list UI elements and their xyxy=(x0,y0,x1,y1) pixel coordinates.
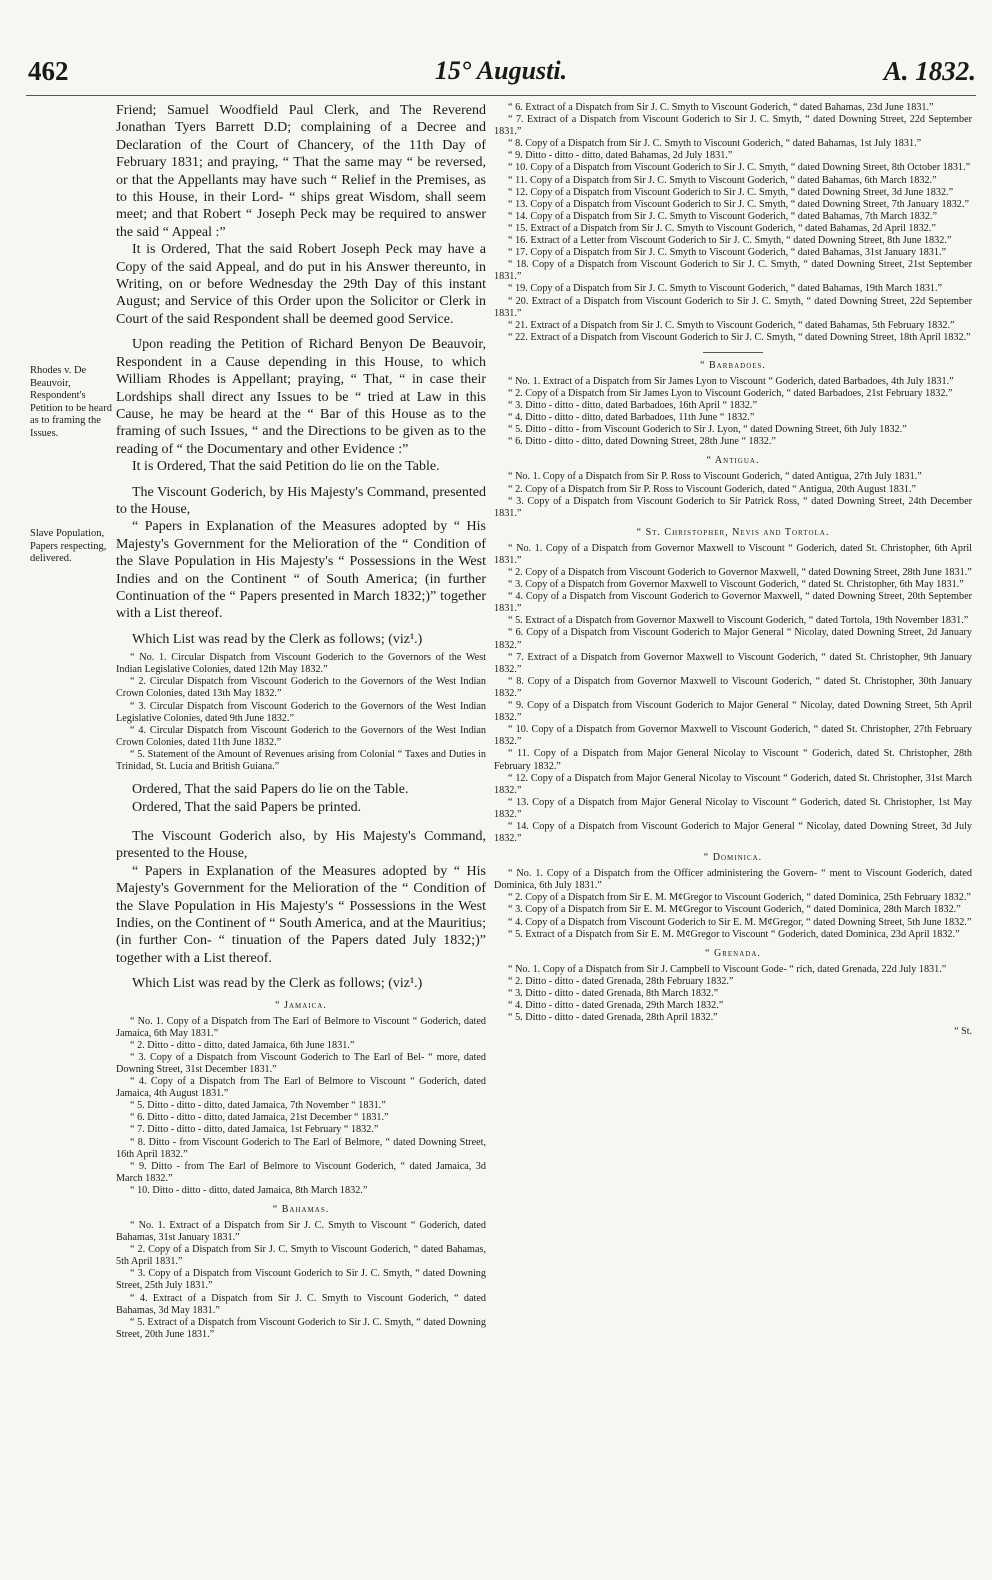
list-item: “ 3. Copy of a Dispatch from Viscount Goderich to The Earl of Bel- “ more, dated Downing Street, 31st December 1831.” xyxy=(116,1051,486,1075)
list-item: “ 9. Ditto - from The Earl of Belmore to Viscount Goderich, “ dated Jamaica, 3d March 1832.” xyxy=(116,1160,486,1184)
left-column xyxy=(116,102,486,1562)
list-item: “ No. 1. Copy of a Dispatch from Sir J. Campbell to Viscount Gode- “ rich, dated Grenada, 22d July 1831.” xyxy=(508,963,947,975)
list-item: “ 15. Extract of a Dispatch from Sir J. C. Smyth to Viscount Goderich, “ dated Bahamas, 2d April 1832.” xyxy=(508,222,936,234)
list-item: “ No. 1. Extract of a Dispatch from Sir J. C. Smyth to Viscount “ Goderich, dated Bahamas, 31st January 1831.” xyxy=(116,1220,486,1244)
list-item: “ 21. Extract of a Dispatch from Sir J. C. Smyth to Viscount Goderich, “ dated Bahamas, 5th February 1832.” xyxy=(508,319,955,331)
list-item: “ 10. Copy of a Dispatch from Viscount Goderich to Sir J. C. Smyth, “ dated Downing Street, 8th October 1831.” xyxy=(508,162,971,174)
list-item: “ 3. Copy of a Dispatch from Viscount Goderich to Sir Patrick Ross, “ dated Downing Street, 24th December 1831.” xyxy=(494,495,972,519)
section-heading: “ Dominica. xyxy=(703,852,763,864)
list-item: “ 3. Circular Dispatch from Viscount Goderich to the Governors of the West Indian Legislative Colonies, dated 9th June 1832.” xyxy=(116,700,486,724)
list-item: “ 4. Extract of a Dispatch from Sir J. C. Smyth to Viscount Goderich, “ dated Bahamas, 3d May 1831.” xyxy=(116,1292,486,1316)
paragraph: It is Ordered, That the said Petition do lie on the Table. xyxy=(132,459,440,475)
section-heading: “ Grenada. xyxy=(705,947,761,959)
list-item: “ 5. Extract of a Dispatch from Sir E. M. M¢Gregor to Viscount “ Goderich, dated Dominica, 23d April 1832.” xyxy=(508,928,960,940)
list-item: “ 17. Copy of a Dispatch from Sir J. C. Smyth to Viscount Goderich, “ dated Bahamas, 31st January 1831.” xyxy=(508,247,947,259)
list-item: “ 4. Copy of a Dispatch from Viscount Goderich to Governor Maxwell, “ dated Downing Street, 20th September 1831.” xyxy=(494,591,972,615)
list-item: “ 3. Copy of a Dispatch from Sir E. M. M¢Gregor to Viscount Goderich, “ dated Dominica, 28th March 1832.” xyxy=(508,904,961,916)
list-item: “ 4. Copy of a Dispatch from Viscount Goderich to Sir E. M. M¢Gregor, “ dated Downing Street, 5th June 1832.” xyxy=(508,916,972,928)
list-item: “ 12. Copy of a Dispatch from Viscount Goderich to Sir J. C. Smyth, “ dated Downing Street, 3d June 1832.” xyxy=(508,186,954,198)
list-item: “ 5. Ditto - ditto - dated Grenada, 28th April 1832.” xyxy=(508,1012,718,1024)
list-item: “ 10. Copy of a Dispatch from Governor Maxwell to Viscount Goderich, “ dated St. Christopher, 27th February 1832.” xyxy=(494,724,972,748)
list-item: “ 5. Extract of a Dispatch from Governor Maxwell to Viscount Goderich, “ dated Tortola, 19th November 1831.” xyxy=(508,615,969,627)
section-heading: “ Barbadoes. xyxy=(700,359,766,371)
paragraph: Ordered, That the said Papers be printed. xyxy=(132,799,362,815)
paragraph: Ordered, That the said Papers do lie on the Table. xyxy=(132,782,409,798)
paragraph: Which List was read by the Clerk as follows; (viz¹.) xyxy=(132,631,423,647)
list-item: “ No. 1. Copy of a Dispatch from the Officer administering the Govern- “ ment to Viscount Goderich, dated Dominica, 6th July 1831.” xyxy=(494,868,972,892)
section-heading: “ Antigua. xyxy=(706,455,760,467)
list-item: “ 11. Copy of a Dispatch from Sir J. C. Smyth to Viscount Goderich, “ dated Bahamas, 6th March 1832.” xyxy=(508,174,937,186)
list-item: “ 2. Copy of a Dispatch from Sir J. C. Smyth to Viscount Goderich, “ dated Bahamas, 5th April 1831.” xyxy=(116,1244,486,1268)
list-item: “ 3. Copy of a Dispatch from Governor Maxwell to Viscount Goderich, “ dated St. Christopher, 6th May 1831.” xyxy=(508,579,964,591)
list-item: “ 16. Extract of a Letter from Viscount Goderich to Sir J. C. Smyth, “ dated Downing Street, 8th June 1832.” xyxy=(508,235,952,247)
section-heading: “ Jamaica. xyxy=(275,999,327,1011)
list-item: “ 9. Copy of a Dispatch from Viscount Goderich to Major General “ Nicolay, dated Downing Street, 5th April 1832.” xyxy=(494,700,972,724)
list-item: “ 11. Copy of a Dispatch from Major General Nicolay to Viscount “ Goderich, dated St. Christopher, 28th February 1832.” xyxy=(494,748,972,772)
list-item: “ 14. Copy of a Dispatch from Sir J. C. Smyth to Viscount Goderich, “ dated Bahamas, 7th March 1832.” xyxy=(508,210,937,222)
running-header xyxy=(26,56,976,96)
list-item: “ 22. Extract of a Dispatch from Viscount Goderich to Sir J. C. Smyth, “ dated Downing Street, 18th April 1832.” xyxy=(508,331,971,343)
list-item: “ 6. Copy of a Dispatch from Viscount Goderich to Major General “ Nicolay, dated Downing Street, 2d January 1832.” xyxy=(494,627,972,651)
list-item: “ No. 1. Extract of a Dispatch from Sir James Lyon to Viscount “ Goderich, dated Barbadoes, 4th July 1831.” xyxy=(508,375,954,387)
list-item: “ 10. Ditto - ditto - ditto, dated Jamaica, 8th March 1832.” xyxy=(130,1184,368,1196)
list-item: “ 5. Extract of a Dispatch from Viscount Goderich to Sir J. C. Smyth, “ dated Downing Street, 20th June 1831.” xyxy=(116,1316,486,1340)
right-column xyxy=(494,102,972,1562)
catchword: “ St. xyxy=(954,1026,972,1038)
list-item: “ 5. Ditto - ditto - from Viscount Goderich to Sir J. Lyon, “ dated Downing Street, 6th July 1832.” xyxy=(508,424,907,436)
list-item: “ 6. Extract of a Dispatch from Sir J. C. Smyth to Viscount Goderich, “ dated Bahamas, 23d June 1831.” xyxy=(508,102,934,113)
page-number: 462 xyxy=(28,56,69,86)
list-item: “ 2. Circular Dispatch from Viscount Goderich to the Governors of the West Indian Crown Colonies, dated 13th May 1832.” xyxy=(116,676,486,700)
list-item: “ 2. Copy of a Dispatch from Sir James Lyon to Viscount Goderich, “ dated Barbadoes, 21st February 1832.” xyxy=(508,387,953,399)
header-rule xyxy=(26,95,976,96)
list-item: “ 9. Ditto - ditto - ditto, dated Bahamas, 2d July 1831.” xyxy=(508,150,733,162)
list-item: “ 4. Copy of a Dispatch from The Earl of Belmore to Viscount “ Goderich, dated Jamaica, 4th August 1831.” xyxy=(116,1076,486,1100)
paragraph: “ Papers in Explanation of the Measures adopted by “ His Majesty's Government for the Melioration of the “ Condition of the Slave Population in His Majesty's “ Possessions in the West Indies, on the Continent of “ South America, and at the Mauritius; (in further Con- “ tinuation of the Papers dated July 1832;)” together with a List thereof. xyxy=(116,863,486,966)
list-item: “ 2. Copy of a Dispatch from Sir P. Ross to Viscount Goderich, dated “ Antigua, 20th August 1831.” xyxy=(508,483,917,495)
margin-notes xyxy=(30,102,114,1502)
paragraph: The Viscount Goderich, by His Majesty's Command, presented to the House, xyxy=(116,484,486,517)
list-item: “ 8. Ditto - from Viscount Goderich to The Earl of Belmore, “ dated Downing Street, 16th April 1832.” xyxy=(116,1136,486,1160)
list-item: “ 4. Circular Dispatch from Viscount Goderich to the Governors of the West Indian Crown Colonies, dated 11th June 1832.” xyxy=(116,724,486,748)
paragraph: Which List was read by the Clerk as follows; (viz¹.) xyxy=(132,976,423,992)
list-block xyxy=(116,652,486,773)
list-item: “ 3. Ditto - ditto - dated Grenada, 8th March 1832.” xyxy=(508,987,719,999)
list-item: “ 6. Ditto - ditto - ditto, dated Jamaica, 21st December “ 1831.” xyxy=(130,1112,389,1124)
list-item: “ 3. Ditto - ditto - ditto, dated Barbadoes, 16th April “ 1832.” xyxy=(508,400,757,412)
list-item: “ 6. Ditto - ditto - ditto, dated Downing Street, 28th June “ 1832.” xyxy=(508,436,776,448)
paragraph: Upon reading the Petition of Richard Benyon De Beauvoir, Respondent in a Cause depending in this House, to which William Rhodes is Appellant; praying, “ That, “ in case their Lordships shall direct any Issues to be “ tried at Law in this Cause, he may be heard at the “ Bar of this House as to the framing of such Issues, “ and the Directions to be given as to the reading of “ the Documentary and other Evidence :” xyxy=(116,337,486,457)
list-item: “ 8. Copy of a Dispatch from Sir J. C. Smyth to Viscount Goderich, “ dated Bahamas, 1st July 1831.” xyxy=(508,138,922,150)
list-item: “ 4. Ditto - ditto - ditto, dated Barbadoes, 11th June “ 1832.” xyxy=(508,412,755,424)
list-item: “ 2. Ditto - ditto - ditto, dated Jamaica, 6th June 1831.” xyxy=(130,1039,355,1051)
list-item: “ 2. Ditto - ditto - dated Grenada, 28th February 1832.” xyxy=(508,975,734,987)
list-item: “ 3. Copy of a Dispatch from Viscount Goderich to Sir J. C. Smyth, “ dated Downing Street, 25th July 1831.” xyxy=(116,1268,486,1292)
section-heading: “ Bahamas. xyxy=(272,1204,330,1215)
section-divider xyxy=(703,352,763,353)
list-item: “ 5. Ditto - ditto - ditto, dated Jamaica, 7th November “ 1831.” xyxy=(130,1100,386,1112)
list-item: “ No. 1. Circular Dispatch from Viscount Goderich to the Governors of the West Indian Legislative Colonies, dated 12th May 1832.” xyxy=(116,652,486,676)
list-item: “ 13. Copy of a Dispatch from Viscount Goderich to Sir J. C. Smyth, “ dated Downing Street, 7th January 1832.” xyxy=(508,198,969,210)
list-item: “ 7. Extract of a Dispatch from Viscount Goderich to Sir J. C. Smyth, “ dated Downing Street, 22d September 1831.” xyxy=(494,114,972,138)
section-heading: “ St. Christopher, Nevis and Tortola. xyxy=(636,526,830,538)
list-item: “ 5. Statement of the Amount of Revenues arising from Colonial “ Taxes and Duties in Trinidad, St. Lucia and British Guiana.” xyxy=(116,748,486,773)
paragraph: The Viscount Goderich also, by His Majesty's Command, presented to the House, xyxy=(116,828,486,862)
paragraph: It is Ordered, That the said Robert Joseph Peck may have a Copy of the said Appeal, and do put in his Answer thereunto, in Writing, on or before Wednesday the 29th Day of this instant August; and Service of this Order upon the Solicitor or Clerk in Court of the said Respondent shall be deemed good Service. xyxy=(116,242,486,327)
margin-note: Rhodes v. De Beauvoir, Respondent's Petition to be heard as to framing the Issues. xyxy=(30,365,112,439)
list-item: “ 7. Ditto - ditto - ditto, dated Jamaica, 1st February “ 1832.” xyxy=(130,1124,379,1136)
list-item: “ 13. Copy of a Dispatch from Major General Nicolay to Viscount “ Goderich, dated St. Christopher, 1st May 1832.” xyxy=(494,796,972,820)
list-item: “ 14. Copy of a Dispatch from Viscount Goderich to Major General “ Nicolay, dated Downing Street, 3d July 1832.” xyxy=(494,820,972,845)
list-item: “ 12. Copy of a Dispatch from Major General Nicolay to Viscount “ Goderich, dated St. Christopher, 31st March 1832.” xyxy=(494,772,972,796)
paragraph: “ Papers in Explanation of the Measures adopted by “ His Majesty's Government for the Melioration of the “ Condition of the Slave Population in His Majesty's “ Possessions in the West Indies and on the Continent “ of South America; (in further Continuation of the “ Papers presented in March 1832;)” together with a List thereof. xyxy=(116,519,486,622)
list-item: “ 4. Ditto - ditto - dated Grenada, 29th March 1832.” xyxy=(508,1000,724,1011)
list-item: “ 7. Extract of a Dispatch from Governor Maxwell to Viscount Goderich, “ dated St. Christopher, 9th January 1832.” xyxy=(494,651,972,675)
list-item: “ 2. Copy of a Dispatch from Sir E. M. M¢Gregor to Viscount Goderich, “ dated Dominica, 25th February 1832.” xyxy=(508,892,971,904)
list-item: “ 19. Copy of a Dispatch from Sir J. C. Smyth to Viscount Goderich, “ dated Bahamas, 19th March 1831.” xyxy=(508,283,943,295)
list-item: “ 8. Copy of a Dispatch from Governor Maxwell to Viscount Goderich, “ dated St. Christopher, 30th January 1832.” xyxy=(494,675,972,699)
list-item: “ 2. Copy of a Dispatch from Viscount Goderich to Governor Maxwell, “ dated Downing Street, 28th June 1831.” xyxy=(508,567,972,578)
list-item: “ No. 1. Copy of a Dispatch from The Earl of Belmore to Viscount “ Goderich, dated Jamaica, 6th May 1831.” xyxy=(116,1015,486,1039)
list-item: “ 18. Copy of a Dispatch from Viscount Goderich to Sir J. C. Smyth, “ dated Downing Street, 21st September 1831.” xyxy=(494,259,972,283)
list-item: “ No. 1. Copy of a Dispatch from Sir P. Ross to Viscount Goderich, “ dated Antigua, 27th July 1831.” xyxy=(508,471,922,483)
list-item: “ No. 1. Copy of a Dispatch from Governor Maxwell to Viscount “ Goderich, dated St. Christopher, 6th April 1831.” xyxy=(494,542,972,566)
header-date: 15° Augusti. xyxy=(434,56,568,85)
paragraph: Friend; Samuel Woodfield Paul Clerk, and The Reverend Jonathan Tyers Barrett D.D; complaining of a Decree and Declaration of the Court of Chancery, of the 11th Day of February 1831; and praying, “ That the same may “ be reversed, or that the Appellants may have such “ Relief in the Premises, as to this House, in their Lord- “ ships great Wisdom, shall seem meet; and that Robert “ Joseph Peck may be required to answer the said “ Appeal :” xyxy=(116,103,486,240)
list-item: “ 20. Extract of a Dispatch from Viscount Goderich to Sir J. C. Smyth, “ dated Downing Street, 22d September 1831.” xyxy=(494,295,972,319)
margin-note: Slave Population, Papers respecting, delivered. xyxy=(30,528,107,564)
header-year: A. 1832. xyxy=(883,56,976,86)
